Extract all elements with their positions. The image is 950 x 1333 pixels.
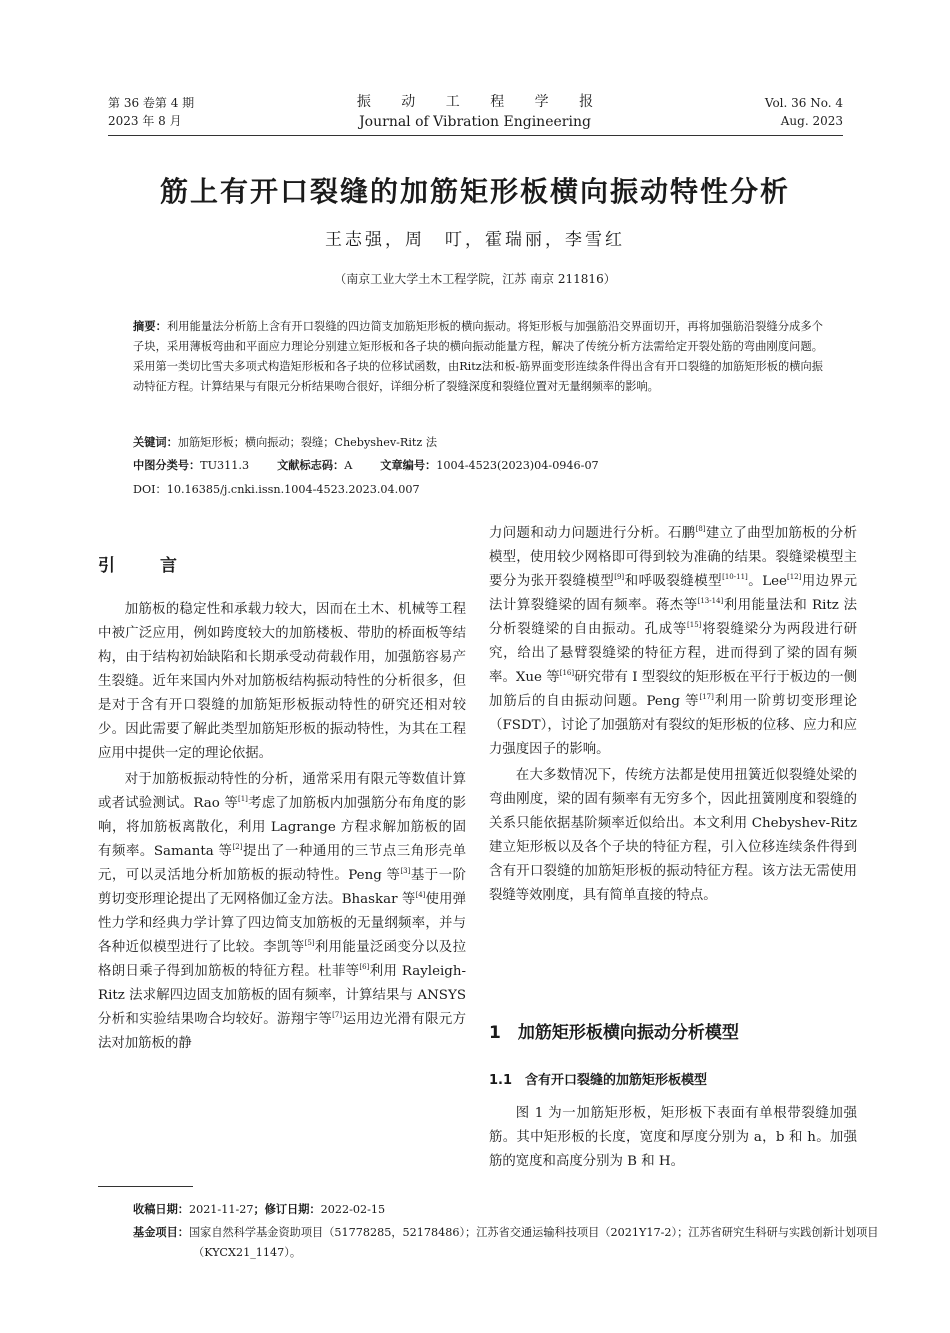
citation: [4] (415, 891, 426, 899)
doc-code: A (344, 459, 353, 472)
clc-label: 中图分类号： (133, 459, 201, 472)
journal-name-cn: 振 动 工 程 学 报 (356, 94, 607, 110)
received-label: 收稿日期： (133, 1203, 189, 1216)
section-heading-1: 1 加筋矩形板横向振动分析模型 (489, 1023, 739, 1043)
footnote-dates (133, 1200, 853, 1220)
running-header-right (765, 94, 843, 130)
article-no-label: 文章编号： (380, 459, 437, 472)
citation: [10-11] (722, 573, 748, 581)
fund-text: 国家自然科学基金资助项目（51778285，52178486）；江苏省交通运输科技项目（2021Y17-2）；江苏省研究生科研与实践创新计划项目（KYCX21_1147）。 (188, 1226, 879, 1259)
body-column-right-lower (489, 1102, 857, 1174)
publication-date: 2023 年 8 月 (108, 114, 182, 128)
revised-date: 2022-02-15 (320, 1203, 386, 1216)
keywords-label: 关键词： (133, 436, 178, 449)
doi: DOI：10.16385/j.cnki.issn.1004-4523.2023.04.007 (133, 483, 420, 496)
citation: [6] (359, 963, 370, 971)
received-date: 2021-11-27 (188, 1203, 254, 1216)
citation: [3] (400, 867, 411, 875)
abstract-text: 利用能量法分析筋上含有开口裂缝的四边简支加筋矩形板的横向振动。将矩形板与加强筋沿交界面切开，再将加强筋沿裂缝分成多个子块，采用薄板弯曲和平面应力理论分别建立矩形板和各子块的横向振动能量方程，解决了传统分析方法需给定开裂处筋的弯曲刚度问题。采用第一类切比雪夫多项式构造矩形板和各子块的位移试函数，由Ritz法和板-筋界面变形连续条件得出含有开口裂缝的加筋矩形板的横向振动特征方程。计算结果与有限元分析结果吻合很好，详细分析了裂缝深度和裂缝位置对无量纲频率的影响。 (133, 320, 823, 393)
journal-name-en: Journal of Vibration Engineering (359, 114, 591, 130)
paragraph-continued: 力问题和动力问题进行分析。石鹏[8]建立了曲型加筋板的分析模型，使用较少网格即可得到较为准确的结果。裂缝梁模型主要分为张开裂缝模型[9]和呼吸裂缝模型[10-11]。Lee[12]用边界元法计算裂缝梁的固有频率。蒋杰等[13-14]利用能量法和 Ritz 法分析裂缝梁的自由振动。孔成等[15]将裂缝梁分为两段进行研究，给出了悬臂裂缝梁的特征方程，进而得到了梁的固有频率。Xue 等[16]研究带有 I 型裂纹的矩形板在平行于板边的一侧加筋后的自由振动问题。Peng 等[17]利用一阶剪切变形理论（FSDT），讨论了加强筋对有裂纹的矩形板的位移、应力和应力强度因子的影响。 (489, 525, 858, 757)
footnote-fund (133, 1223, 913, 1263)
author-list: 王志强，周 叮，霍瑞丽，李雪红 (325, 230, 625, 250)
article-no: 1004-4523(2023)04-0946-07 (436, 459, 599, 472)
revised-label: ；修订日期： (253, 1203, 321, 1216)
paragraph: 图 1 为一加筋矩形板，矩形板下表面有单根带裂缝加强筋。其中矩形板的长度，宽度和厚度分别为 a，b 和 h。加强筋的宽度和高度分别为 B 和 H。 (489, 1106, 857, 1169)
citation: [15] (687, 621, 702, 629)
volume-issue-en: Vol. 36 No. 4 (764, 96, 843, 110)
keywords: 加筋矩形板；横向振动；裂缝；Chebyshev-Ritz 法 (177, 436, 438, 449)
volume-issue: 第 36 卷第 4 期 (108, 96, 195, 110)
abstract (133, 317, 823, 397)
header-rule (108, 135, 843, 136)
citation: [1] (237, 795, 248, 803)
citation: [9] (614, 573, 625, 581)
affiliation: （南京工业大学土木工程学院，江苏 南京 211816） (334, 272, 616, 286)
citation: [13-14] (697, 597, 724, 605)
keywords-line (133, 433, 823, 453)
abstract-label: 摘要： (133, 320, 167, 333)
citation: [8] (695, 525, 706, 533)
footnote-rule (98, 1186, 193, 1187)
fund-label: 基金项目： (133, 1226, 189, 1239)
citation: [7] (332, 1011, 343, 1019)
paragraph: 在大多数情况下，传统方法都是使用扭簧近似裂缝处梁的弯曲刚度，梁的固有频率有无穷多个，因此扭簧刚度和裂缝的关系只能依据基阶频率近似给出。本文利用 Chebyshev-Ritz 建立矩形板以及各个子块的特征方程，引入位移连续条件得到含有开口裂缝的加筋矩形板的振动特征方程。该方法无需使用裂缝等效刚度，具有简单直接的特点。 (489, 768, 857, 903)
paragraph: 加筋板的稳定性和承载力较大，因而在土木、机械等工程中被广泛应用，例如跨度较大的加筋楼板、带肋的桥面板等结构，由于结构初始缺陷和长期承受动荷载作用，加强筋容易产生裂缝。近年来国内外对加筋板结构振动特性的分析很多，但是对于含有开口裂缝的加筋矩形板振动特性的研究还相对较少。因此需要了解此类型加筋矩形板的振动特性，为其在工程应用中提供一定的理论依据。 (98, 602, 466, 761)
citation: [2] (232, 843, 243, 851)
doc-code-label: 文献标志码： (277, 459, 345, 472)
article-title: 筋上有开口裂缝的加筋矩形板横向振动特性分析 (159, 175, 790, 208)
citation: [16] (559, 669, 575, 677)
paragraph: 对于加筋板振动特性的分析，通常采用有限元等数值计算或者试验测试。Rao 等[1]考虑了加筋板内加强筋分布角度的影响，将加筋板离散化，利用 Lagrange 方程求解加筋板的固有频率。Samanta 等[2]提出了一种通用的三节点三角形壳单元，可以灵活地分析加筋板的振动特性。Peng 等[3]基于一阶剪切变形理论提出了无网格伽辽金方法。Bhaskar 等[4]使用弹性力学和经典力学计算了四边简支加筋板的无量纲频率，并与各种近似模型进行了比较。李凯等[5]利用能量泛函变分以及拉格朗日乘子得到加筋板的特征方程。杜菲等[6]利用 Rayleigh-Ritz 法求解四边固支加筋板的固有频率，计算结果与 ANSYS 分析和实验结果吻合均较好。游翔宇等[7]运用边光滑有限元方法对加筋板的静 (98, 772, 467, 1051)
subsection-heading-1-1: 1.1 含有开口裂缝的加筋矩形板模型 (489, 1073, 708, 1088)
body-column-right (489, 522, 857, 908)
classification-line (133, 456, 823, 476)
clc-code: TU311.3 (200, 459, 250, 472)
publication-date-en: Aug. 2023 (780, 114, 843, 128)
citation: [12] (786, 573, 802, 581)
citation: [17] (699, 693, 714, 701)
section-heading-intro: 引 言 (98, 556, 191, 576)
citation: [5] (304, 939, 315, 947)
body-column-left (98, 598, 466, 1056)
